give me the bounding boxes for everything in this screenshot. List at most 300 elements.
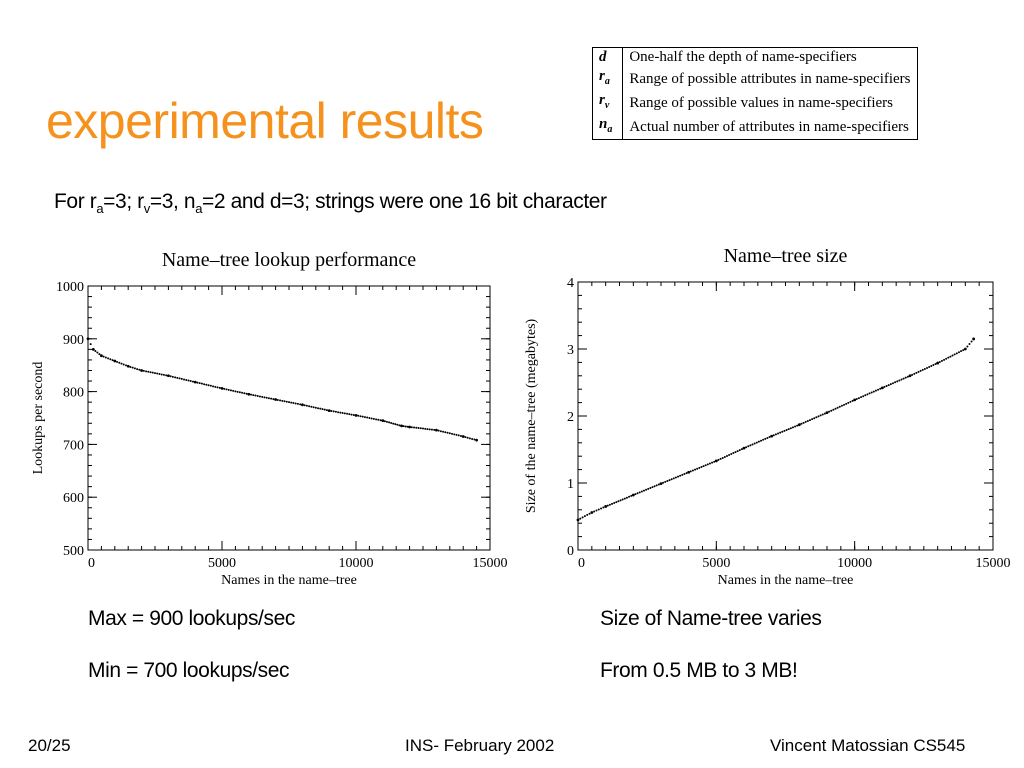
data-point <box>123 363 125 365</box>
data-point <box>613 502 615 504</box>
data-point <box>333 410 335 412</box>
data-point <box>762 439 764 441</box>
symbol-letter: r <box>599 68 605 84</box>
x-tick-label: 15000 <box>472 556 508 571</box>
data-point <box>132 367 134 369</box>
data-point <box>225 388 227 390</box>
data-point <box>624 498 626 500</box>
data-point <box>705 464 707 466</box>
data-point <box>413 427 415 429</box>
data-point <box>317 407 319 409</box>
data-point <box>348 413 350 415</box>
experiment-parameters <box>54 190 607 216</box>
symbol-subscript: a <box>607 124 613 135</box>
data-point <box>796 425 798 427</box>
data-point <box>790 427 792 429</box>
data-point <box>170 375 172 377</box>
data-point <box>270 398 272 400</box>
data-point <box>888 384 890 386</box>
data-point <box>843 404 845 406</box>
data-point <box>809 419 811 421</box>
data-point <box>788 428 790 430</box>
data-point <box>87 337 90 340</box>
data-point <box>456 434 458 436</box>
data-point <box>127 365 130 368</box>
data-point <box>174 376 176 378</box>
definition-row <box>593 115 918 140</box>
y-axis-label: Lookups per second <box>31 361 46 475</box>
data-point <box>266 397 268 399</box>
data-point <box>920 370 922 372</box>
data-point <box>223 388 225 390</box>
data-point <box>807 420 809 422</box>
data-point <box>607 505 609 507</box>
data-point <box>199 382 201 384</box>
data-point <box>353 414 355 416</box>
data-point <box>915 372 917 374</box>
data-point <box>219 387 221 389</box>
data-point <box>431 429 433 431</box>
max-lookups-note: Max = 900 lookups/sec <box>88 607 295 630</box>
data-point <box>922 369 924 371</box>
data-point <box>777 432 779 434</box>
data-point <box>424 428 426 430</box>
plot-frame <box>578 282 993 550</box>
data-point <box>364 416 366 418</box>
data-point <box>90 343 92 345</box>
data-point <box>909 374 912 377</box>
data-point <box>841 405 843 407</box>
data-point <box>292 402 294 404</box>
data-point <box>871 391 873 393</box>
data-point <box>683 473 685 475</box>
data-point <box>163 374 165 376</box>
data-point <box>582 516 584 518</box>
data-point <box>408 426 411 429</box>
data-point <box>125 364 127 366</box>
data-point <box>773 434 775 436</box>
data-point <box>158 373 160 375</box>
data-point <box>183 378 185 380</box>
data-point <box>696 468 698 470</box>
data-point <box>217 386 219 388</box>
data-point <box>584 515 586 517</box>
data-point <box>330 410 332 412</box>
data-point <box>150 371 152 373</box>
data-point <box>779 432 781 434</box>
data-point <box>609 504 611 506</box>
data-point <box>918 371 920 373</box>
data-point <box>900 379 902 381</box>
data-point <box>460 435 462 437</box>
data-point <box>637 492 639 494</box>
data-point <box>886 385 888 387</box>
data-point <box>196 382 198 384</box>
data-point <box>247 393 250 396</box>
variable-symbol <box>593 91 623 115</box>
data-point <box>205 384 207 386</box>
data-point <box>230 389 232 391</box>
data-point <box>586 514 588 516</box>
data-point <box>941 360 943 362</box>
data-point <box>911 374 913 376</box>
data-point <box>966 345 968 347</box>
data-point <box>98 353 100 355</box>
data-point <box>890 383 892 385</box>
data-point <box>813 417 815 419</box>
symbol-subscript: v <box>604 100 610 111</box>
data-point <box>817 415 819 417</box>
data-point <box>786 429 788 431</box>
variable-description: Range of possible attributes in name-specifiers <box>629 70 911 87</box>
data-point <box>634 493 636 495</box>
x-tick-label: 0 <box>88 556 95 571</box>
data-point <box>698 467 700 469</box>
data-point <box>643 490 645 492</box>
data-point <box>116 361 118 363</box>
data-point <box>956 352 958 354</box>
data-point <box>136 368 138 370</box>
data-point <box>453 433 455 435</box>
data-point <box>775 433 777 435</box>
data-point <box>730 453 732 455</box>
data-point <box>467 437 469 439</box>
page-number: 20/25 <box>28 736 71 755</box>
data-point <box>355 414 358 417</box>
data-point <box>694 469 696 471</box>
data-point <box>277 399 279 401</box>
data-point <box>109 358 111 360</box>
data-point <box>185 379 187 381</box>
data-point <box>647 488 649 490</box>
data-point <box>458 434 460 436</box>
data-point <box>681 474 683 476</box>
data-point <box>749 444 751 446</box>
y-tick-label: 3 <box>567 343 574 358</box>
variable-description: One-half the depth of name-specifiers <box>629 49 857 65</box>
data-point <box>924 368 926 370</box>
data-point <box>971 340 973 342</box>
footer-event: INS- February 2002 <box>405 736 555 755</box>
slide-title: experimental results <box>46 93 484 149</box>
y-tick-label: 4 <box>567 276 574 291</box>
data-point <box>832 409 834 411</box>
data-point <box>390 422 392 424</box>
params-sub: a <box>96 201 104 217</box>
data-point <box>447 432 449 434</box>
data-point <box>286 401 288 403</box>
data-point <box>388 421 390 423</box>
data-point <box>400 425 403 428</box>
size-range-note: From 0.5 MB to 3 MB! <box>600 659 798 682</box>
data-point <box>862 395 864 397</box>
data-point <box>677 476 679 478</box>
data-point <box>263 396 265 398</box>
params-text: =3, n <box>149 190 196 213</box>
data-point <box>310 406 312 408</box>
data-point <box>239 391 241 393</box>
data-point <box>664 481 666 483</box>
data-point <box>246 393 248 395</box>
data-point <box>794 425 796 427</box>
data-point <box>380 419 382 421</box>
data-point <box>679 475 681 477</box>
data-point <box>717 459 719 461</box>
data-point <box>589 513 591 515</box>
data-point <box>577 518 580 521</box>
variable-symbol <box>593 67 623 91</box>
min-lookups-note: Min = 700 lookups/sec <box>88 659 290 682</box>
data-point <box>252 394 254 396</box>
data-point <box>769 436 771 438</box>
data-point <box>954 353 956 355</box>
data-point <box>711 462 713 464</box>
data-point <box>856 398 858 400</box>
data-point <box>147 371 149 373</box>
data-point <box>822 414 824 416</box>
data-point <box>134 367 136 369</box>
data-point <box>241 392 243 394</box>
data-point <box>783 430 785 432</box>
data-point <box>471 438 473 440</box>
data-point <box>154 372 156 374</box>
data-point <box>313 406 315 408</box>
data-point <box>359 415 361 417</box>
data-point <box>745 446 747 448</box>
data-point <box>858 397 860 399</box>
data-point <box>473 439 475 441</box>
data-point <box>598 508 600 510</box>
data-point <box>418 427 420 429</box>
data-point <box>864 394 866 396</box>
data-point <box>469 437 471 439</box>
x-tick-label: 5000 <box>208 556 236 571</box>
chart-title: Name–tree size <box>723 245 848 267</box>
data-point <box>752 443 754 445</box>
data-point <box>411 426 413 428</box>
data-point <box>279 399 281 401</box>
data-point <box>649 487 651 489</box>
data-point <box>337 411 339 413</box>
data-point <box>964 348 967 351</box>
data-point <box>879 388 881 390</box>
y-tick-label: 700 <box>63 438 84 454</box>
data-point <box>194 381 197 384</box>
data-point <box>960 350 962 352</box>
y-tick-label: 0 <box>567 544 574 559</box>
data-point <box>593 510 595 512</box>
y-tick-label: 2 <box>567 410 574 425</box>
data-point <box>118 362 120 364</box>
x-axis-label: Names in the name–tree <box>221 573 357 588</box>
data-point <box>686 472 688 474</box>
data-point <box>860 396 862 398</box>
data-point <box>212 385 214 387</box>
variable-definitions-table <box>592 47 918 140</box>
data-point <box>811 418 813 420</box>
data-point <box>103 356 105 358</box>
data-point <box>105 356 107 358</box>
variable-description: Actual number of attributes in name-specifiers <box>629 118 909 135</box>
data-point <box>394 423 396 425</box>
data-point <box>839 406 841 408</box>
data-point <box>935 363 937 365</box>
data-point <box>732 452 734 454</box>
data-point <box>913 373 915 375</box>
data-point <box>201 383 203 385</box>
data-point <box>420 427 422 429</box>
data-point <box>743 447 746 450</box>
data-point <box>308 405 310 407</box>
data-point <box>758 441 760 443</box>
data-point <box>145 370 147 372</box>
data-point <box>181 378 183 380</box>
x-tick-label: 15000 <box>975 556 1011 571</box>
data-point <box>429 428 431 430</box>
data-point <box>234 390 236 392</box>
data-point <box>747 445 749 447</box>
size-varies-note: Size of Name-tree varies <box>600 607 822 630</box>
params-text: =2 and d=3; strings were one 16 bit character <box>202 190 607 213</box>
data-point <box>188 380 190 382</box>
data-point <box>972 338 975 341</box>
variable-description: Range of possible values in name-specifiers <box>629 94 894 111</box>
x-tick-label: 0 <box>578 556 585 571</box>
data-point <box>346 413 348 415</box>
data-point <box>903 378 905 380</box>
data-point <box>203 383 205 385</box>
data-point <box>737 450 739 452</box>
data-point <box>662 482 664 484</box>
data-point <box>392 423 394 425</box>
data-point <box>344 412 346 414</box>
data-point <box>351 414 353 416</box>
data-point <box>709 463 711 465</box>
data-point <box>438 430 440 432</box>
data-point <box>190 380 192 382</box>
data-point <box>214 386 216 388</box>
data-point <box>221 387 224 390</box>
data-point <box>700 466 702 468</box>
data-point <box>792 426 794 428</box>
data-point <box>837 407 839 409</box>
data-point <box>628 496 630 498</box>
data-point <box>121 363 123 365</box>
data-point <box>290 402 292 404</box>
data-point <box>192 381 194 383</box>
data-point <box>617 500 619 502</box>
y-tick-label: 500 <box>63 544 84 559</box>
data-point <box>371 417 373 419</box>
data-point <box>611 503 613 505</box>
data-point <box>722 457 724 459</box>
definition-row <box>593 91 918 115</box>
data-point <box>604 505 607 508</box>
data-point <box>952 354 954 356</box>
data-point <box>435 429 438 432</box>
symbol-letter: n <box>599 116 608 132</box>
data-point <box>798 423 801 426</box>
data-point <box>639 491 641 493</box>
data-point <box>764 438 766 440</box>
data-point <box>444 431 446 433</box>
data-point <box>620 499 622 501</box>
data-point <box>590 511 593 514</box>
data-point <box>949 356 951 358</box>
data-point <box>96 352 98 354</box>
data-point <box>671 478 673 480</box>
data-point <box>274 398 277 401</box>
data-point <box>600 507 602 509</box>
data-point <box>381 419 384 422</box>
data-point <box>958 351 960 353</box>
data-point <box>947 357 949 359</box>
data-point <box>322 408 324 410</box>
data-point <box>945 358 947 360</box>
data-point <box>464 436 466 438</box>
data-point <box>167 374 170 377</box>
lookup-performance-chart <box>20 240 520 600</box>
data-point <box>449 432 451 434</box>
data-point <box>894 381 896 383</box>
y-axis-label: Size of the name–tree (megabytes) <box>524 318 539 514</box>
data-point <box>724 456 726 458</box>
data-point <box>928 366 930 368</box>
data-point <box>905 377 907 379</box>
data-point <box>297 403 299 405</box>
data-point <box>800 423 802 425</box>
symbol-letter: r <box>599 92 605 108</box>
params-sub: a <box>195 201 203 217</box>
data-point <box>728 454 730 456</box>
data-point <box>143 370 145 372</box>
data-point <box>433 429 435 431</box>
data-point <box>451 433 453 435</box>
data-point <box>386 421 388 423</box>
data-point <box>826 411 829 414</box>
chart-title: Name–tree lookup performance <box>161 249 417 271</box>
data-point <box>713 461 715 463</box>
data-point <box>228 389 230 391</box>
data-point <box>632 494 635 497</box>
variable-symbol <box>593 115 623 140</box>
data-point <box>754 443 756 445</box>
data-point <box>656 484 658 486</box>
x-tick-label: 10000 <box>338 556 374 571</box>
data-point <box>328 409 331 412</box>
data-point <box>770 435 773 438</box>
data-point <box>720 458 722 460</box>
data-point <box>362 416 364 418</box>
data-point <box>210 385 212 387</box>
data-point <box>820 414 822 416</box>
data-point <box>926 367 928 369</box>
data-point <box>288 401 290 403</box>
data-point <box>658 484 660 486</box>
data-point <box>630 495 632 497</box>
data-point <box>930 365 932 367</box>
variable-symbol <box>593 48 623 68</box>
data-point <box>299 403 301 405</box>
data-point <box>622 498 624 500</box>
data-point <box>781 431 783 433</box>
data-point <box>690 470 692 472</box>
data-point <box>339 412 341 414</box>
name-tree-size-chart <box>515 240 1010 600</box>
y-tick-label: 1000 <box>56 280 84 295</box>
data-point <box>301 403 304 406</box>
data-point <box>847 402 849 404</box>
